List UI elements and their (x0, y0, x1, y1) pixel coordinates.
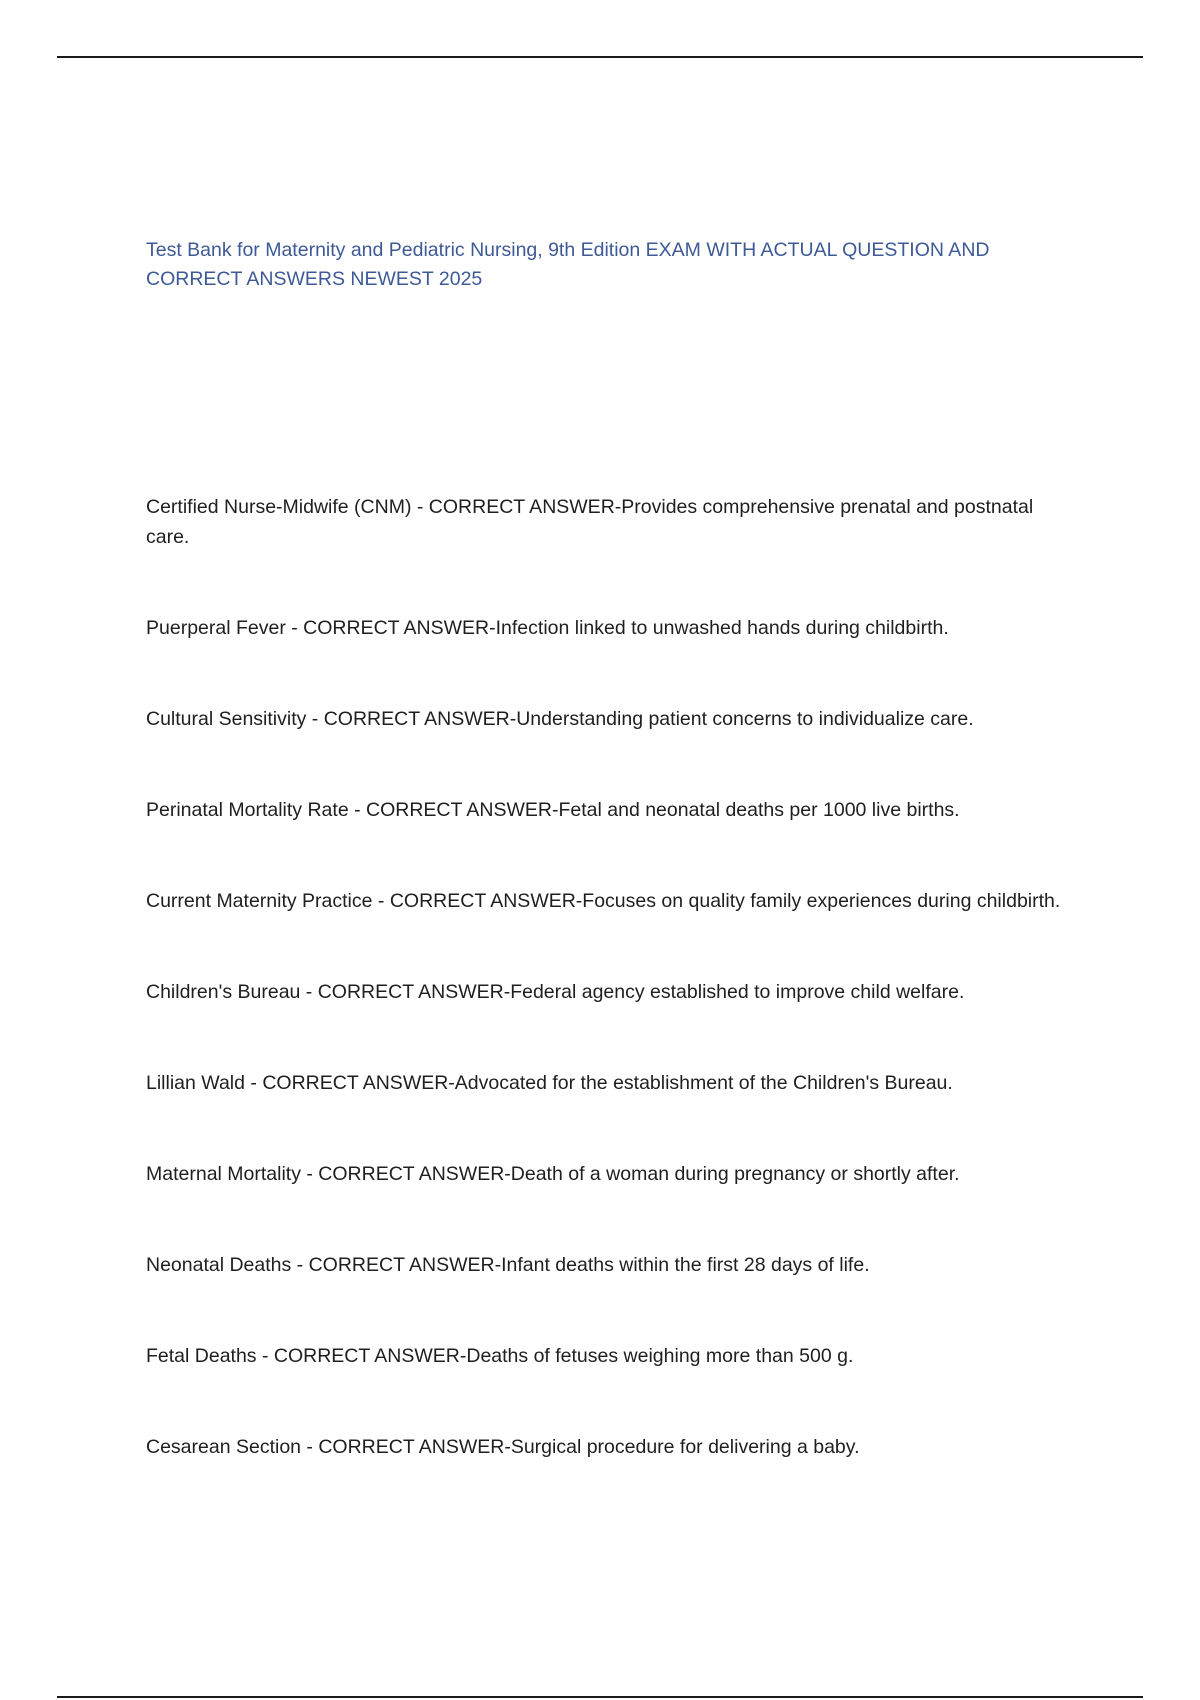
qa-list (146, 492, 1076, 1523)
document-title: Test Bank for Maternity and Pediatric Nursing, 9th Edition EXAM WITH ACTUAL QUESTION AND CORRECT ANSWERS NEWEST 2025 (146, 239, 990, 290)
qa-item: Cultural Sensitivity - CORRECT ANSWER-Understanding patient concerns to individualize care. (146, 708, 974, 730)
qa-item: Maternal Mortality - CORRECT ANSWER-Death of a woman during pregnancy or shortly after. (146, 1163, 960, 1185)
qa-item: Current Maternity Practice - CORRECT ANSWER-Focuses on quality family experiences during childbirth. (146, 890, 1061, 912)
qa-item: Neonatal Deaths - CORRECT ANSWER-Infant deaths within the first 28 days of life. (146, 1254, 870, 1276)
qa-item: Perinatal Mortality Rate - CORRECT ANSWER-Fetal and neonatal deaths per 1000 live births. (146, 799, 960, 821)
qa-item: Puerperal Fever - CORRECT ANSWER-Infection linked to unwashed hands during childbirth. (146, 617, 949, 639)
top-rule (57, 56, 1143, 58)
qa-item: Certified Nurse-Midwife (CNM) - CORRECT ANSWER-Provides comprehensive prenatal and postnatal care. (146, 496, 1034, 548)
qa-item: Fetal Deaths - CORRECT ANSWER-Deaths of fetuses weighing more than 500 g. (146, 1345, 854, 1367)
bottom-rule (57, 1696, 1143, 1698)
qa-item: Children's Bureau - CORRECT ANSWER-Federal agency established to improve child welfare. (146, 981, 965, 1003)
qa-item: Lillian Wald - CORRECT ANSWER-Advocated for the establishment of the Children's Bureau. (146, 1072, 953, 1094)
qa-item: Cesarean Section - CORRECT ANSWER-Surgical procedure for delivering a baby. (146, 1436, 860, 1458)
